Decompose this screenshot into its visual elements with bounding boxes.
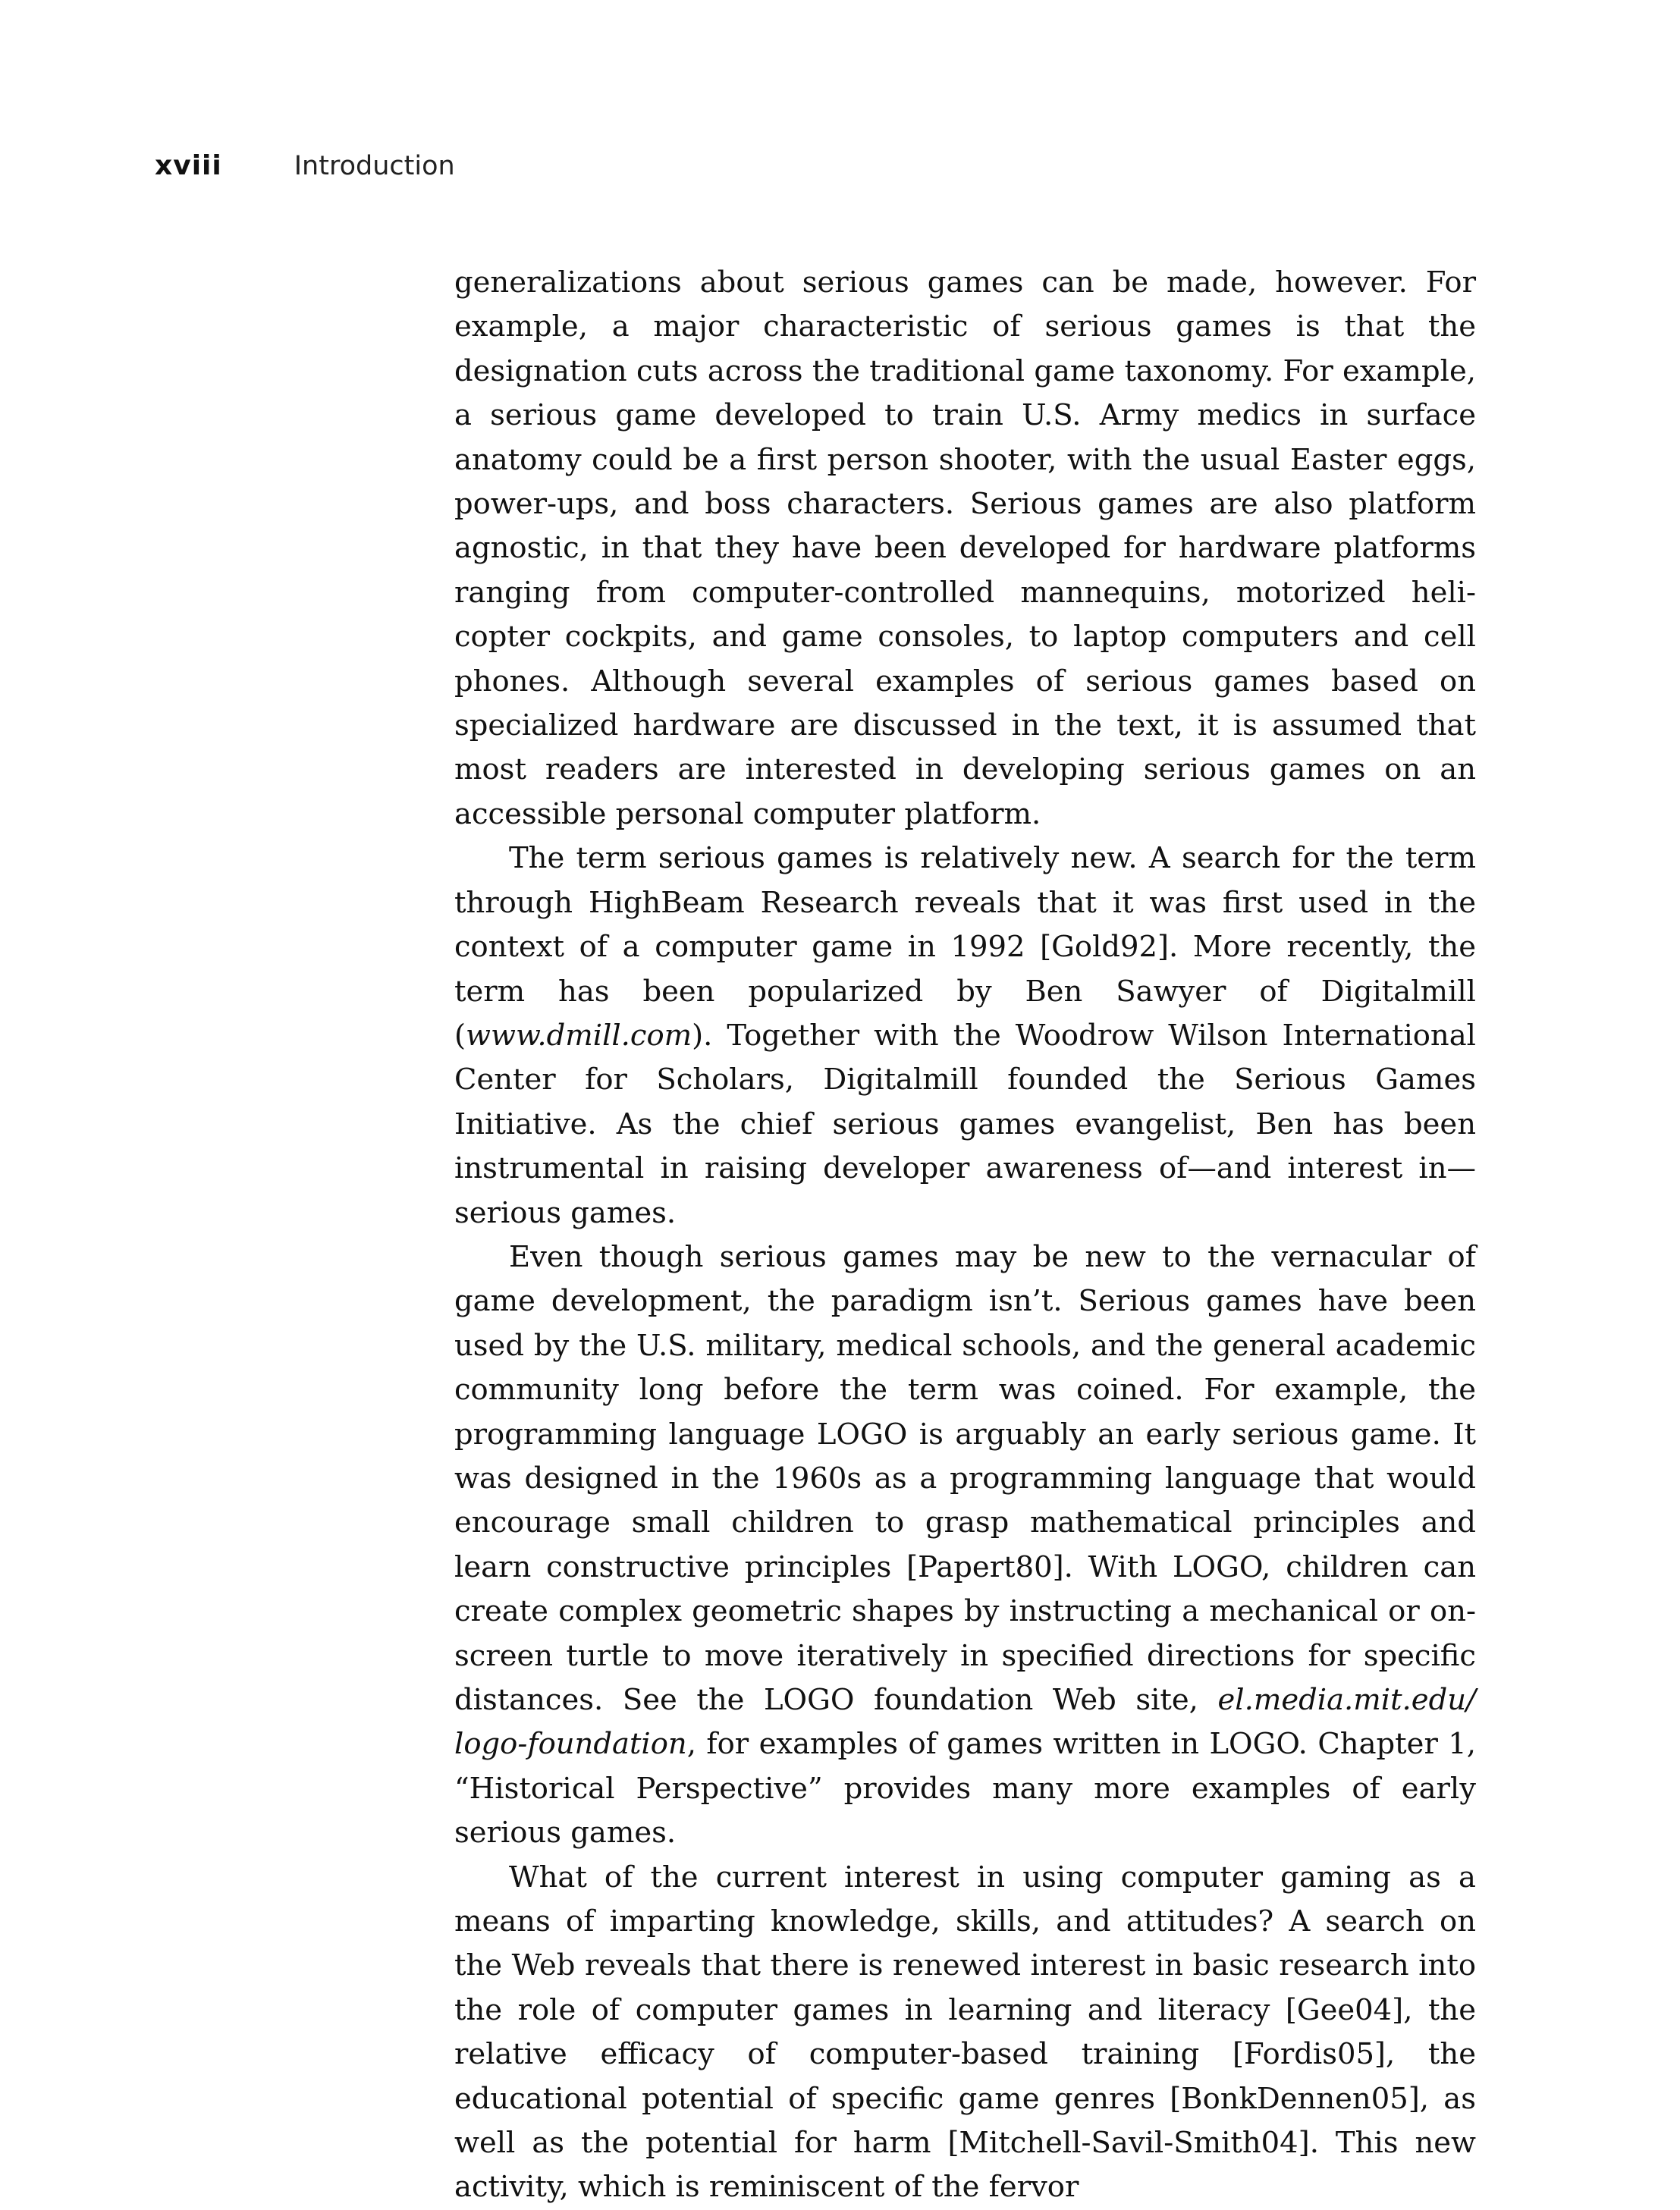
paragraph-3 (454, 1235, 1476, 1856)
paragraph-3-text-b: , for examples of games written in LOGO. Chapter 1, “Historical Perspective” provides many more examples of early serious games. (454, 1727, 1476, 1851)
section-title: Introduction (294, 151, 455, 181)
paragraph-4-text: What of the current interest in using computer gaming as a means of imparting knowledge, skills, and attitudes? A search on the Web reveals that there is renewed interest in basic research into the role of computer games in learning and literacy [Gee04], the relative efficacy of computer-based training [Fordis05], the educational potential of specific game genres [BonkDennen05], as well as the potential for harm [Mitchell-Savil-Smith04]. This new activity, which is reminiscent of the fervor (454, 1860, 1476, 2205)
body-text (454, 261, 1476, 2210)
paragraph-1 (454, 261, 1476, 837)
dmill-url: www.dmill.com (466, 1018, 692, 1053)
running-head (155, 150, 455, 196)
paragraph-2-text-a: The term serious games is relatively new. A search for the term through HighBeam Research reveals that it was first used in the context of a computer game in 1992 [Gold92]. More recently, the term has been popularized by Ben Sawyer of Digitalmill ( (454, 841, 1476, 1053)
paragraph-3-text-a: Even though serious games may be new to the vernacular of game development, the paradigm isn’t. Serious games have been used by the U.S. military, medical schools, and the general academic community long before the term was coined. For example, the programming language LOGO is arguably an early serious game. It was designed in the 1960s as a programming language that would encourage small children to grasp mathematical principles and learn constructive principles [Papert80]. With LOGO, children can create complex geometric shapes by instructing a mechanical or on-screen turtle to move iteratively in specified directions for specific distances. See the LOGO foundation Web site, (454, 1239, 1476, 1717)
paragraph-2 (454, 837, 1476, 1235)
page-number: xviii (155, 150, 222, 181)
paragraph-1-text: generalizations about serious games can be made, however. For example, a major characteristic of serious games is that the designation cuts across the traditional game taxonomy. For example, a serious game developed to train U.S. Army medics in surface anatomy could be a first person shooter, with the usual Easter eggs, power-ups, and boss characters. Serious games are also platform agnostic, in that they have been developed for hardware platforms ranging from computer-controlled mannequins, motorized helicopter cockpits, and game consoles, to laptop computers and cell phones. Although several examples of serious games based on specialized hardware are discussed in the text, it is assumed that most readers are interested in developing serious games on an accessible personal computer platform. (454, 265, 1476, 831)
logo-foundation-url: el.media.mit.edu/ logo-foundation (454, 1683, 1476, 1762)
paragraph-4 (454, 1856, 1476, 2210)
paragraph-2-text-b: ). Together with the Woodrow Wilson International Center for Scholars, Digitalmill founded the Serious Games Initiative. As the chief serious games evangelist, Ben has been instrumental in raising developer awareness of—and interest in—serious games. (454, 1018, 1476, 1230)
